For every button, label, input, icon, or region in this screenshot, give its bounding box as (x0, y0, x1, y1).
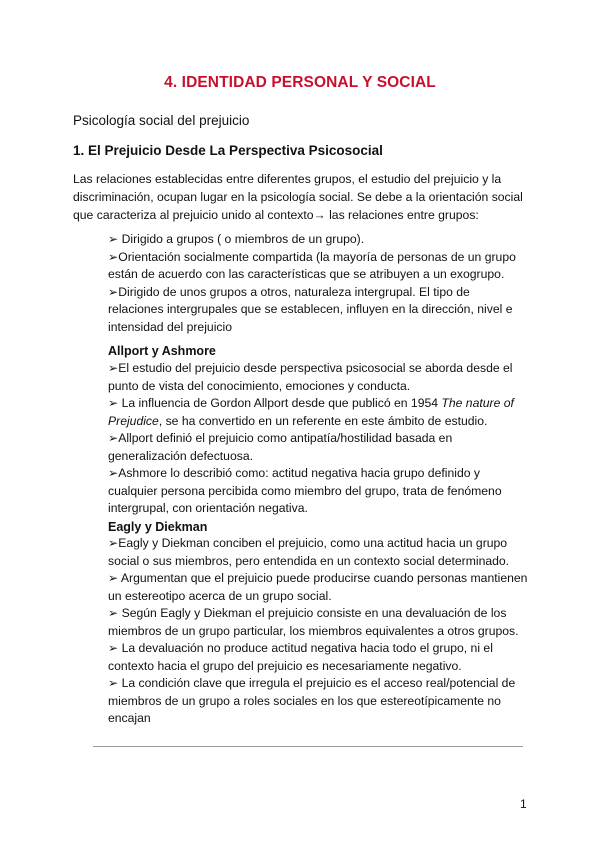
allport-heading: Allport y Ashmore (108, 344, 216, 358)
bullet-item: ➢ Dirigido a grupos ( o miembros de un grupo). (108, 232, 365, 246)
eagly-section (108, 535, 528, 728)
allport-paragraph: ➢Allport definió el prejuicio como antipatía/hostilidad basada en generalización defectuosa. (108, 431, 453, 463)
allport-section (108, 360, 528, 518)
eagly-paragraph: ➢Eagly y Diekman conciben el prejuicio, como una actitud hacia un grupo social o sus miembros, pero entendida en un contexto social determinado. (108, 536, 510, 568)
text-run: ➢ La influencia de Gordon Allport desde que publicó en 1954 (108, 396, 442, 410)
footer-divider (93, 746, 523, 747)
book-title: The nature of Prejudice (108, 396, 514, 428)
allport-paragraph (108, 395, 528, 430)
allport-paragraph: ➢El estudio del prejuicio desde perspectiva psicosocial se aborda desde el punto de vista del conocimiento, emociones y conducta. (108, 361, 513, 393)
intro-paragraph: Las relaciones establecidas entre diferentes grupos, el estudio del prejuicio y la discriminación, ocupan lugar en la psicología social. Se debe a la orientación social que caracteriza al prejuicio unido al contexto→ las relaciones entre grupos: (73, 172, 523, 222)
eagly-paragraph: ➢ La devaluación no produce actitud negativa hacia todo el grupo, ni el contexto hacia el grupo del prejuicio es necesariamente negativo. (108, 641, 493, 673)
bullet-item: ➢Dirigido de unos grupos a otros, naturaleza intergrupal. El tipo de relaciones intergrupales que se establecen, influyen en la dirección, nivel e intensidad del prejuicio (108, 284, 513, 334)
text-run: , se ha convertido en un referente en este ámbito de estudio. (158, 413, 488, 428)
eagly-paragraph: ➢ Según Eagly y Diekman el prejuicio consiste en una devaluación de los miembros de un grupo particular, los miembros equivalentes a otros grupos. (108, 606, 519, 638)
page-number: 1 (520, 797, 527, 811)
section-heading: 1. El Prejuicio Desde La Perspectiva Psicosocial (73, 143, 383, 158)
bullet-item: ➢Orientación socialmente compartida (la mayoría de personas de un grupo están de acuerdo con las características que se atribuyen a un exogrupo. (108, 249, 516, 281)
subtitle: Psicología social del prejuicio (73, 113, 250, 128)
eagly-heading: Eagly y Diekman (108, 520, 208, 534)
eagly-paragraph: ➢ La condición clave que irregula el prejuicio es el acceso real/potencial de miembros de un grupo a roles sociales en los que estereotípicamente no encajan (108, 676, 516, 725)
allport-paragraph: ➢Ashmore lo describió como: actitud negativa hacia grupo definido y cualquier persona percibida como miembro del grupo, trata de fenómeno intergrupal, con orientación negativa. (108, 466, 502, 515)
page-title: 4. IDENTIDAD PERSONAL Y SOCIAL (164, 74, 436, 91)
bullet-list (108, 231, 528, 336)
eagly-paragraph: ➢ Argumentan que el prejuicio puede producirse cuando personas mantienen un estereotipo acerca de un grupo social. (108, 571, 528, 603)
